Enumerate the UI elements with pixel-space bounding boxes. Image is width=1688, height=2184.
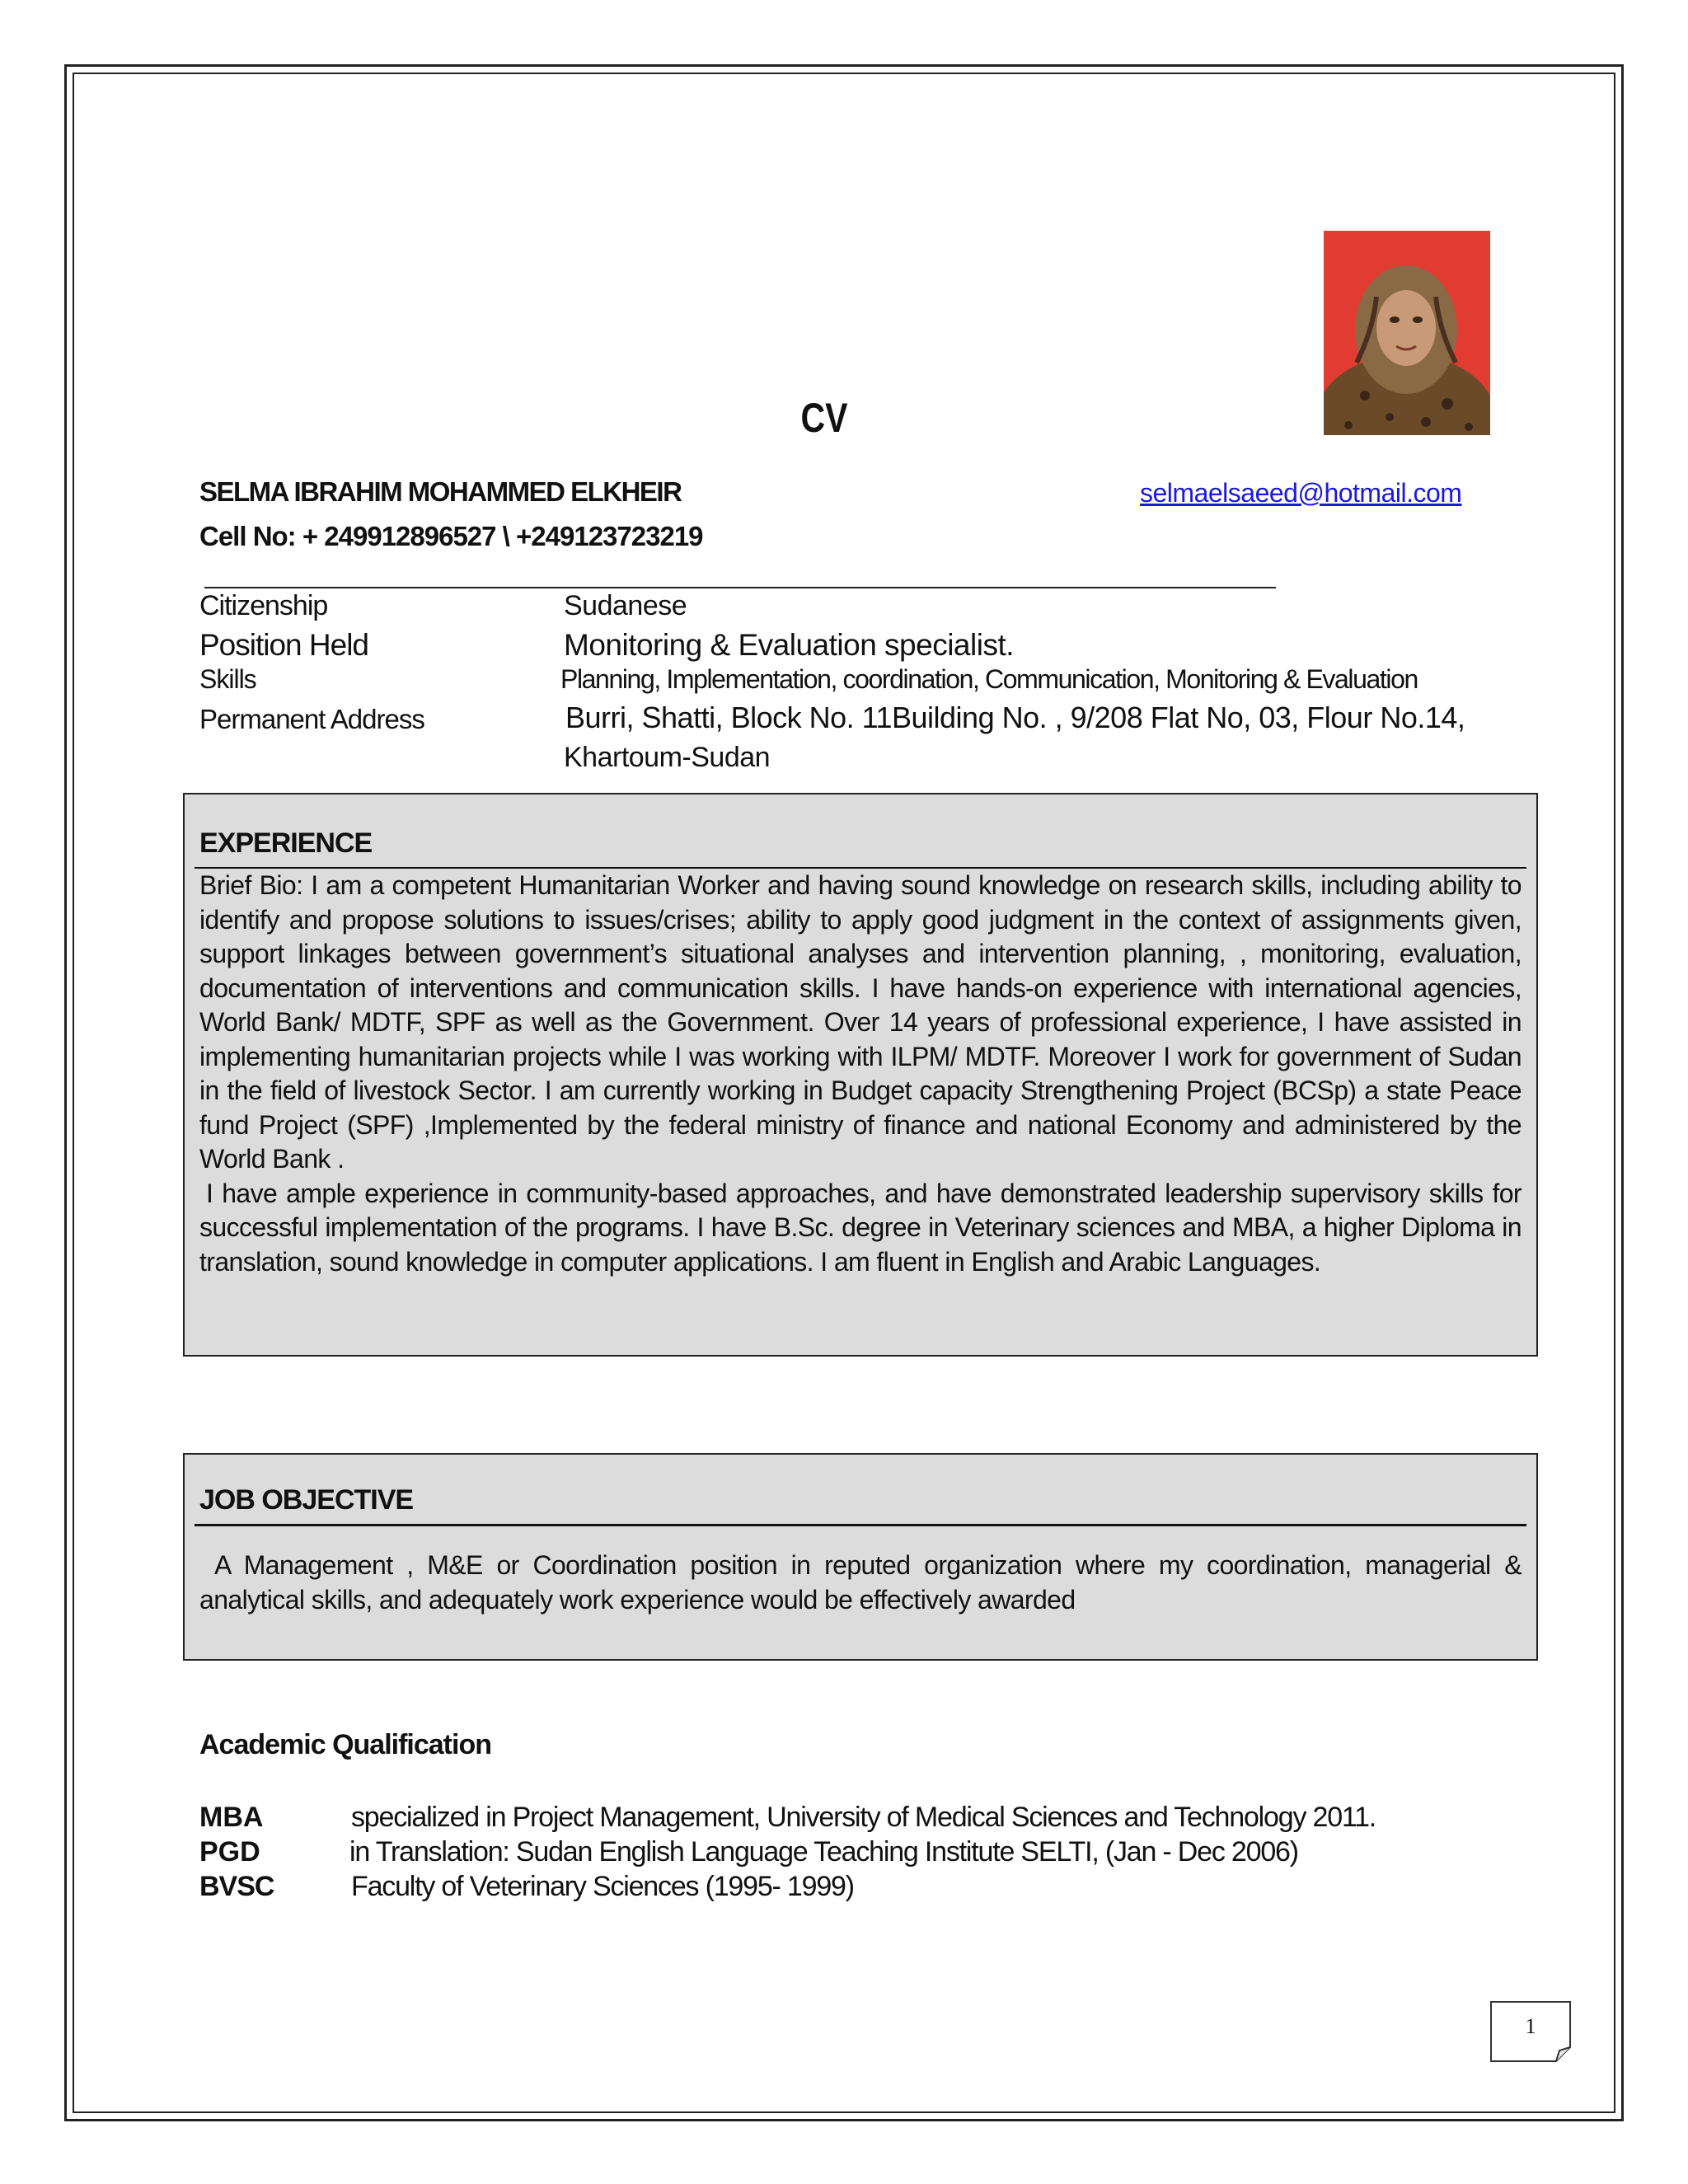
profile-photo bbox=[1324, 231, 1490, 435]
label-citizenship: Citizenship bbox=[199, 590, 328, 621]
academic-heading: Academic Qualification bbox=[199, 1729, 491, 1760]
value-skills: Planning, Implementation, coordination, Communication, Monitoring & Evaluation bbox=[560, 664, 1418, 694]
experience-paragraph-2: I have ample experience in community-based approaches, and have demonstrated leadership supervisory skills for successful implementation of the programs. I have B.Sc. degree in Veterinary sciences and MBA, a higher Diploma in translation, sound knowledge in computer applications. I am fluent in English and Arabic Languages. bbox=[199, 1178, 1522, 1277]
qualification-mba-key: MBA bbox=[199, 1802, 264, 1833]
value-citizenship: Sudanese bbox=[564, 590, 687, 621]
value-address-line1: Burri, Shatti, Block No. 11Building No. , 9/208 Flat No, 03, Flour No.14, bbox=[565, 701, 1465, 734]
experience-section bbox=[183, 793, 1538, 1357]
value-position: Monitoring & Evaluation specialist. bbox=[564, 628, 1015, 662]
qualification-mba-value: specialized in Project Management, University of Medical Sciences and Technology 2011. bbox=[351, 1802, 1376, 1833]
objective-rule bbox=[195, 1524, 1526, 1526]
job-objective-section bbox=[183, 1453, 1538, 1661]
experience-heading: EXPERIENCE bbox=[199, 827, 373, 859]
value-address-line2: Khartoum-Sudan bbox=[564, 742, 771, 773]
label-skills: Skills bbox=[199, 664, 256, 694]
document-title: CV bbox=[800, 395, 848, 441]
experience-paragraph-1: Brief Bio: I am a competent Humanitarian Worker and having sound knowledge on research skills, including ability to identify and propose solutions to issues/crises; ability to apply good judgment in the context of assignments given, support linkages between government’s situational analyses and intervention planning, , monitoring, evaluation, documentation of interventions and communication skills. I have hands-on experience with international agencies, World Bank/ MDTF, SPF as well as the Government. Over 14 years of professional experience, I have assisted in implementing humanitarian projects while I was working with ILPM/ MDTF. Moreover I work for government of Sudan in the field of livestock Sector. I am currently working in Budget capacity Strengthening Project (BCSp) a state Peace fund Project (SPF) ,Implemented by the federal ministry of finance and national Economy and administered by the World Bank . bbox=[199, 870, 1522, 1174]
experience-text bbox=[199, 869, 1522, 1279]
qualification-bvsc-value: Faculty of Veterinary Sciences (1995- 1999) bbox=[351, 1871, 854, 1902]
email-link[interactable]: selmaelsaeed@hotmail.com bbox=[1140, 478, 1462, 508]
candidate-name: SELMA IBRAHIM MOHAMMED ELKHEIR bbox=[199, 476, 682, 507]
label-position: Position Held bbox=[199, 628, 369, 662]
qualification-pgd-value: in Translation: Sudan English Language Teaching Institute SELTI, (Jan - Dec 2006) bbox=[349, 1836, 1298, 1868]
phone-numbers: Cell No: + 249912896527 \ +249123723219 bbox=[199, 521, 703, 551]
label-address: Permanent Address bbox=[199, 704, 424, 734]
page-number-box bbox=[1490, 2001, 1571, 2062]
qualification-pgd-key: PGD bbox=[199, 1836, 260, 1868]
qualification-bvsc-key: BVSC bbox=[199, 1871, 274, 1902]
header-divider bbox=[204, 587, 1276, 588]
page-number: 1 bbox=[1525, 2014, 1536, 2038]
objective-heading: JOB OBJECTIVE bbox=[199, 1484, 414, 1516]
objective-text: A Management , M&E or Coordination position in reputed organization where my coordination, managerial & analytical skills, and adequately work experience would be effectively awarded bbox=[199, 1550, 1522, 1615]
